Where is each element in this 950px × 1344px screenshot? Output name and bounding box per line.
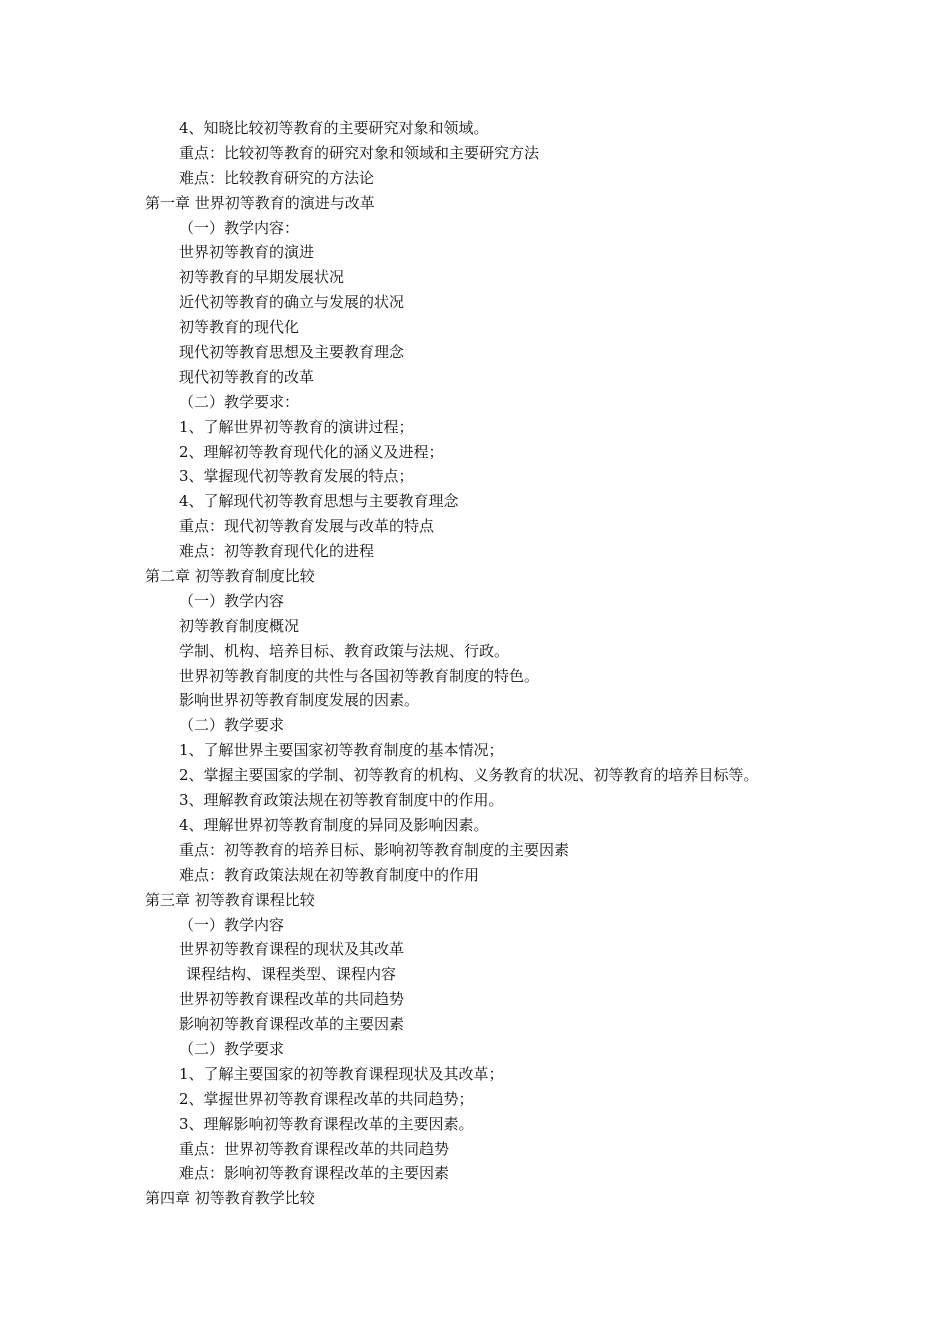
text-line: 4、了解现代初等教育思想与主要教育理念 xyxy=(179,492,459,511)
text-line: 1、了解世界初等教育的演讲过程； xyxy=(179,417,414,436)
text-line: 1、了解主要国家的初等教育课程现状及其改革； xyxy=(179,1064,504,1083)
text-line: 重点：现代初等教育发展与改革的特点 xyxy=(179,517,435,536)
text-line: 近代初等教育的确立与发展的状况 xyxy=(179,293,405,312)
text-line: 难点：初等教育现代化的进程 xyxy=(179,542,375,561)
text-line: 影响世界初等教育制度发展的因素。 xyxy=(179,691,420,710)
text-line: （二）教学要求 xyxy=(179,716,285,735)
text-line: 2、掌握主要国家的学制、初等教育的机构、义务教育的状况、初等教育的培养目标等。 xyxy=(179,766,759,785)
text-line: 2、理解初等教育现代化的涵义及进程； xyxy=(179,442,444,461)
text-line: 2、掌握世界初等教育课程改革的共同趋势； xyxy=(179,1089,474,1108)
text-line: 课程结构、课程类型、课程内容 xyxy=(186,965,397,984)
text-line: 4、理解世界初等教育制度的异同及影响因素。 xyxy=(179,815,489,834)
chapter-heading: 第二章 初等教育制度比较 xyxy=(145,567,315,586)
text-line: 3、掌握现代初等教育发展的特点； xyxy=(179,467,414,486)
text-line: （二）教学要求 xyxy=(179,1039,285,1058)
text-line: 世界初等教育制度的共性与各国初等教育制度的特色。 xyxy=(179,666,540,685)
text-line: 重点：初等教育的培养目标、影响初等教育制度的主要因素 xyxy=(179,840,570,859)
text-line: 1、了解世界主要国家初等教育制度的基本情况； xyxy=(179,741,504,760)
text-line: 现代初等教育的改革 xyxy=(179,367,315,386)
chapter-heading: 第三章 初等教育课程比较 xyxy=(145,890,315,909)
text-line: 4、知晓比较初等教育的主要研究对象和领域。 xyxy=(179,119,489,137)
text-line: （一）教学内容： xyxy=(179,218,300,237)
text-line: 重点：世界初等教育课程改革的共同趋势 xyxy=(179,1139,450,1158)
text-line: 难点：影响初等教育课程改革的主要因素 xyxy=(179,1164,450,1183)
document-page xyxy=(0,116,950,1211)
text-line: 3、理解教育政策法规在初等教育制度中的作用。 xyxy=(179,791,504,810)
chapter-heading: 第一章 世界初等教育的演进与改革 xyxy=(145,193,375,212)
text-line: 3、理解影响初等教育课程改革的主要因素。 xyxy=(179,1114,474,1133)
chapter-heading: 第四章 初等教育教学比较 xyxy=(145,1189,315,1208)
text-line: 现代初等教育思想及主要教育理念 xyxy=(179,343,405,362)
text-line: 初等教育制度概况 xyxy=(179,616,300,635)
text-line: 初等教育的现代化 xyxy=(179,318,300,337)
text-line: 难点：比较教育研究的方法论 xyxy=(179,168,375,187)
text-line: （一）教学内容 xyxy=(179,915,285,934)
text-line: 初等教育的早期发展状况 xyxy=(179,268,345,287)
text-line: （一）教学内容 xyxy=(179,591,285,610)
text-line: （二）教学要求： xyxy=(179,392,300,411)
text-line: 难点：教育政策法规在初等教育制度中的作用 xyxy=(179,865,480,884)
text-line: 世界初等教育课程的现状及其改革 xyxy=(179,940,405,959)
text-line: 学制、机构、培养目标、教育政策与法规、行政。 xyxy=(179,641,510,660)
text-line: 世界初等教育的演进 xyxy=(179,243,315,262)
text-line: 影响初等教育课程改革的主要因素 xyxy=(179,1015,405,1034)
text-line: 世界初等教育课程改革的共同趋势 xyxy=(179,990,405,1009)
text-line: 重点：比较初等教育的研究对象和领域和主要研究方法 xyxy=(179,143,540,162)
